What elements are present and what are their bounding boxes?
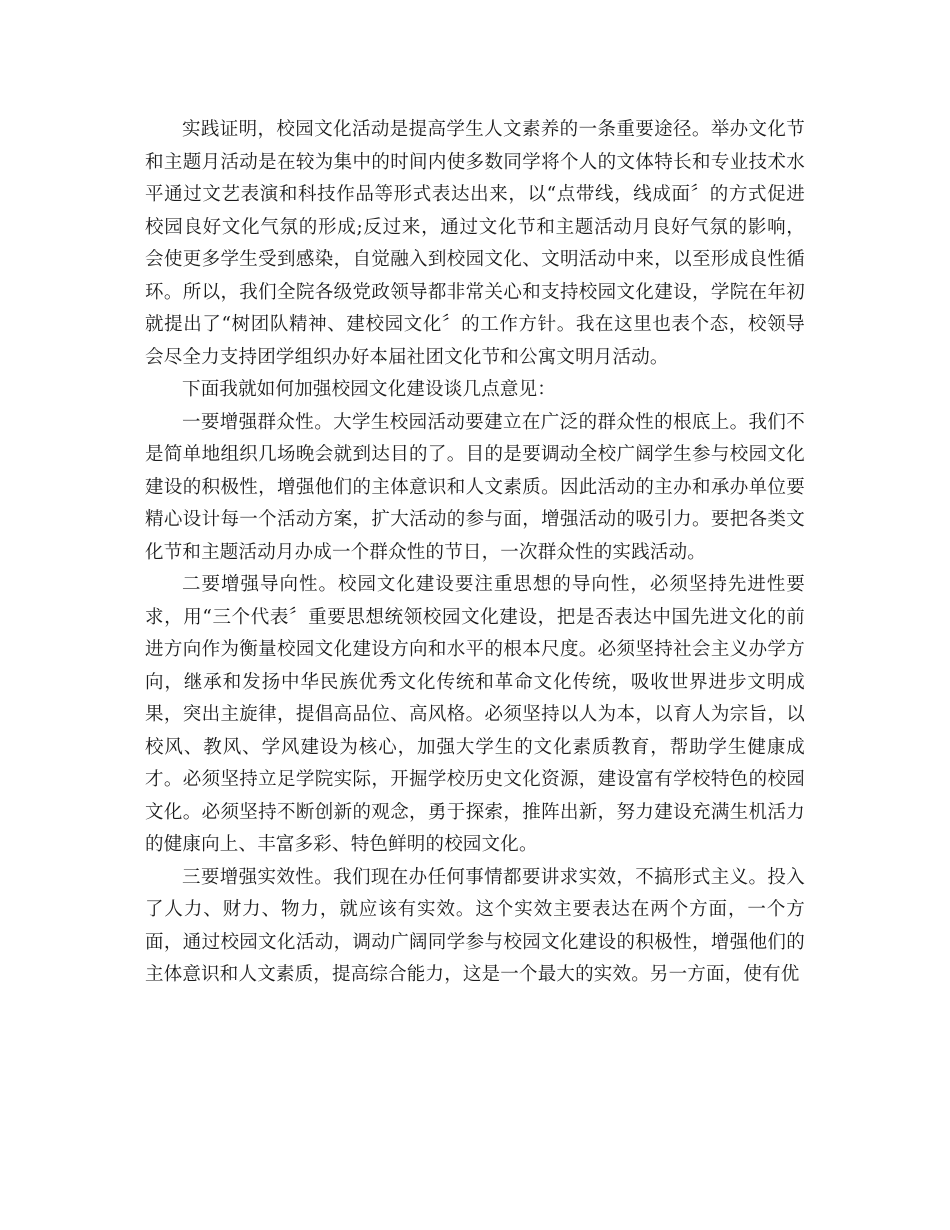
paragraph-1: 实践证明，校园文化活动是提高学生人文素养的一条重要途径。举办文化节和主题月活动是在较为集中的时间内使多数同学将个人的文体特长和专业技术水平通过文艺表演和科技作品等形式表达出来，以“点带线，线成面〞的方式促进校园良好文化气氛的形成;反过来，通过文化节和主题活动月良好气氛的影响，会使更多学生受到感染，自觉融入到校园文化、文明活动中来，以至形成良性循环。所以，我们全院各级党政领导都非常关心和支持校园文化建设，学院在年初就提出了“树团队精神、建校园文化〞的工作方针。我在这里也表个态，校领导会尽全力支持团学组织办好本届社团文化节和公寓文明月活动。 bbox=[145, 119, 805, 368]
paragraph-2: 下面我就如何加强校园文化建设谈几点意见： bbox=[182, 379, 557, 400]
document-body bbox=[145, 114, 805, 992]
paragraph-4: 二要增强导向性。校园文化建设要注重思想的导向性，必须坚持先进性要求，用“三个代表〞重要思想统领校园文化建设，把是否表达中国先进文化的前进方向作为衡量校园文化建设方向和水平的根本尺度。必须坚持社会主义办学方向，继承和发扬中华民族优秀文化传统和革命文化传统，吸收世界进步文明成果，突出主旋律，提倡高品位、高风格。必须坚持以人为本，以育人为宗旨，以校风、教风、学风建设为核心，加强大学生的文化素质教育，帮助学生健康成才。必须坚持立足学院实际，开掘学校历史文化资源，建设富有学校特色的校园文化。必须坚持不断创新的观念，勇于探索，推阵出新，努力建设充满生机活力的健康向上、丰富多彩、特色鲜明的校园文化。 bbox=[145, 574, 805, 855]
paragraph-5: 三要增强实效性。我们现在办任何事情都要讲求实效，不搞形式主义。投入了人力、财力、物力，就应该有实效。这个实效主要表达在两个方面，一个方面，通过校园文化活动，调动广阔同学参与校园文化建设的积极性，增强他们的主体意识和人文素质，提高综合能力，这是一个最大的实效。另一方面，使有优 bbox=[145, 866, 805, 985]
paragraph-3: 一要增强群众性。大学生校园活动要建立在广泛的群众性的根底上。我们不是简单地组织几场晚会就到达目的了。目的是要调动全校广阔学生参与校园文化建设的积极性，增强他们的主体意识和人文素质。因此活动的主办和承办单位要精心设计每一个活动方案，扩大活动的参与面，增强活动的吸引力。要把各类文化节和主题活动月办成一个群众性的节日，一次群众性的实践活动。 bbox=[145, 411, 805, 563]
